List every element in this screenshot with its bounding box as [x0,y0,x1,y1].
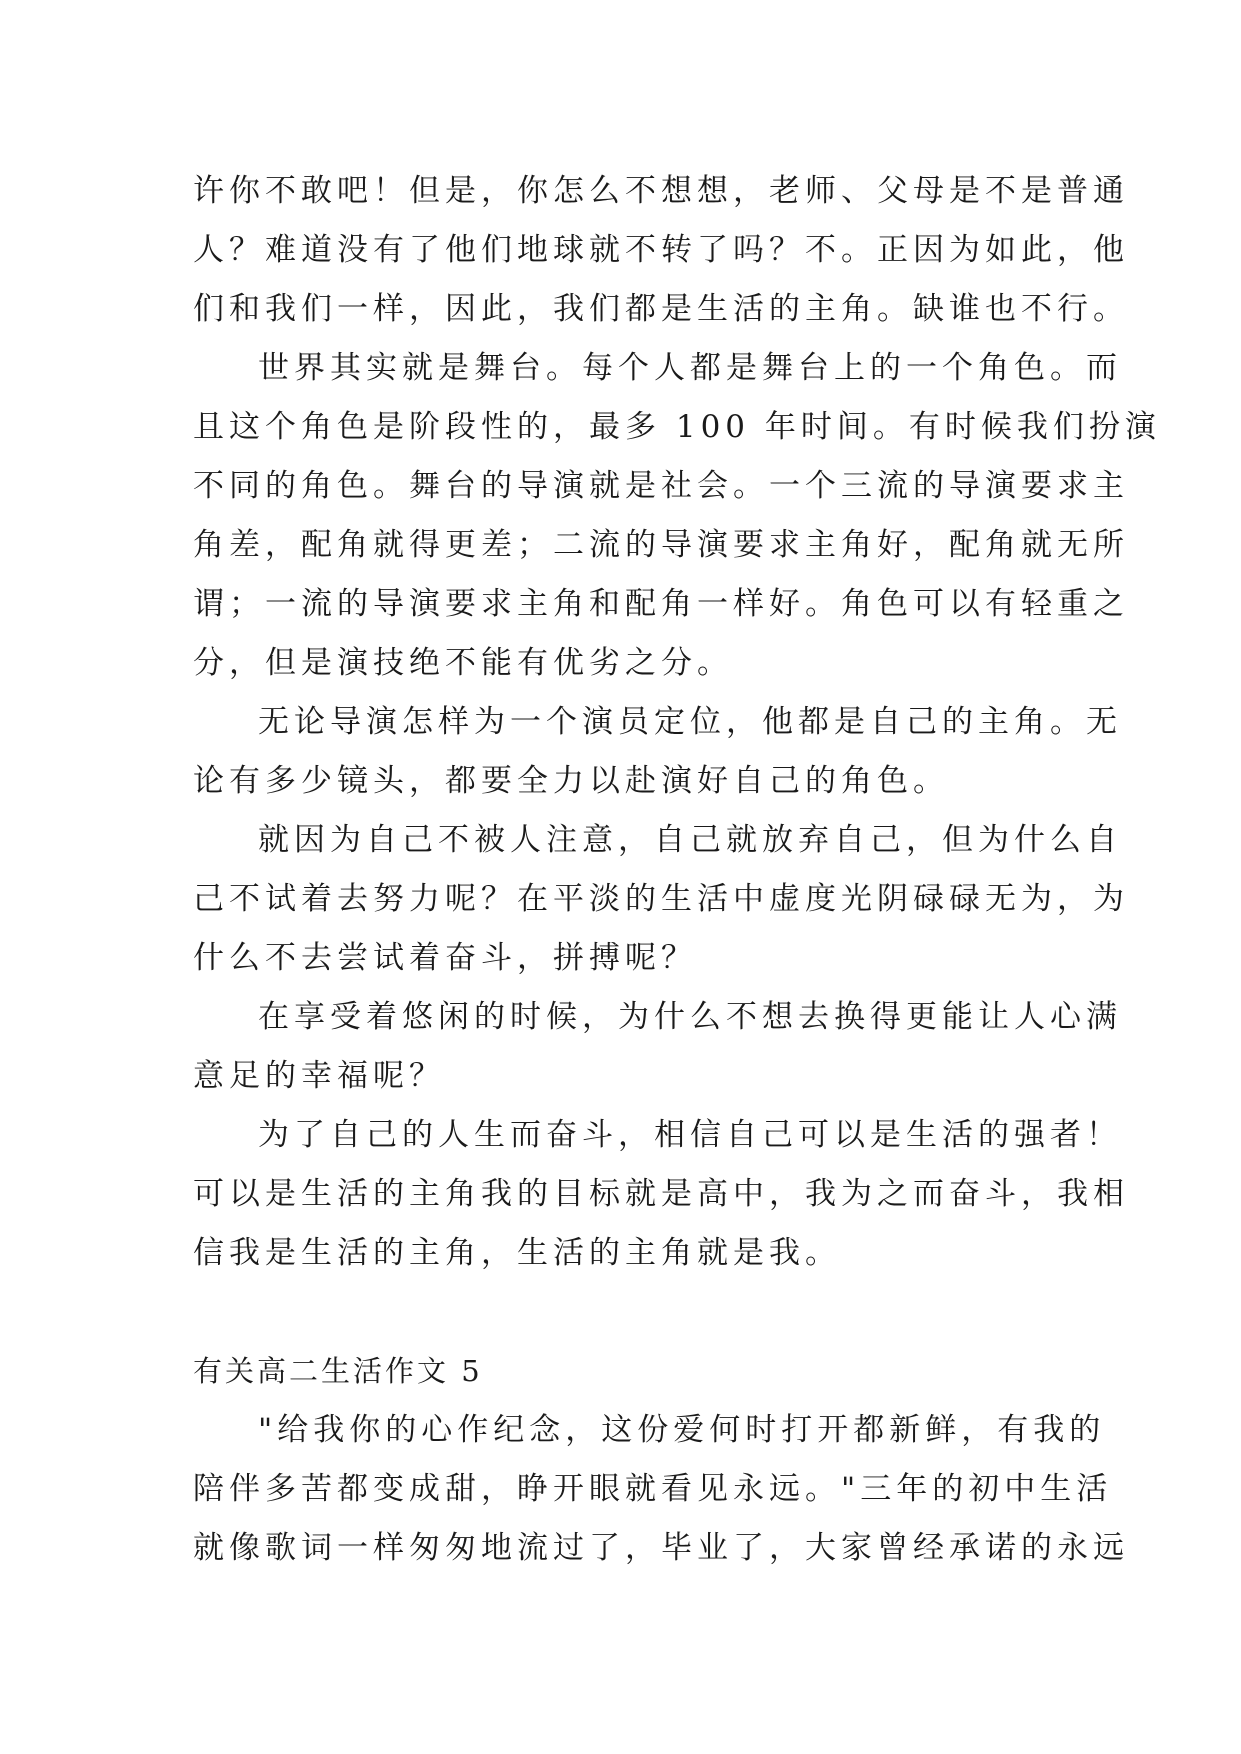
paragraph-line: "给我你的心作纪念，这份爱何时打开都新鲜，有我的 [258,1412,1106,1448]
paragraph-line: 就像歌词一样匆匆地流过了，毕业了，大家曾经承诺的永远 [193,1530,1129,1566]
document-body [193,162,1161,1578]
paragraph-line: 谓；一流的导演要求主角和配角一样好。角色可以有轻重之 [193,586,1129,622]
paragraph-line: 己不试着去努力呢？在平淡的生活中虚度光阴碌碌无为，为 [193,881,1129,917]
paragraph-line: 陪伴多苦都变成甜，睁开眼就看见永远。"三年的初中生活 [193,1471,1113,1507]
paragraph-line: 且这个角色是阶段性的，最多 100 年时间。有时候我们扮演 [193,409,1161,445]
paragraph-line: 就因为自己不被人注意，自己就放弃自己，但为什么自 [258,822,1122,858]
paragraph-line: 信我是生活的主角，生活的主角就是我。 [193,1235,841,1271]
paragraph-line: 角差，配角就得更差；二流的导演要求主角好，配角就无所 [193,527,1129,563]
paragraph-line: 不同的角色。舞台的导演就是社会。一个三流的导演要求主 [193,468,1129,504]
paragraph-line: 在享受着悠闲的时候，为什么不想去换得更能让人心满 [258,999,1122,1035]
paragraph-line: 为了自己的人生而奋斗，相信自己可以是生活的强者！ [258,1117,1122,1153]
paragraph-line: 世界其实就是舞台。每个人都是舞台上的一个角色。而 [258,350,1122,386]
section-heading: 有关高二生活作文 5 [193,1354,483,1388]
paragraph-line: 可以是生活的主角我的目标就是高中，我为之而奋斗，我相 [193,1176,1129,1212]
paragraph-line: 意足的幸福呢？ [193,1058,445,1094]
paragraph-line: 分，但是演技绝不能有优劣之分。 [193,645,733,681]
paragraph-line: 无论导演怎样为一个演员定位，他都是自己的主角。无 [258,704,1122,740]
paragraph-line: 什么不去尝试着奋斗，拼搏呢？ [193,940,697,976]
paragraph-line: 许你不敢吧！但是，你怎么不想想，老师、父母是不是普通 [193,173,1129,209]
blank-line [193,1283,1063,1342]
paragraph-line: 人？难道没有了他们地球就不转了吗？不。正因为如此，他 [193,232,1129,268]
paragraph-line: 们和我们一样，因此，我们都是生活的主角。缺谁也不行。 [193,291,1129,327]
paragraph-line: 论有多少镜头，都要全力以赴演好自己的角色。 [193,763,949,799]
